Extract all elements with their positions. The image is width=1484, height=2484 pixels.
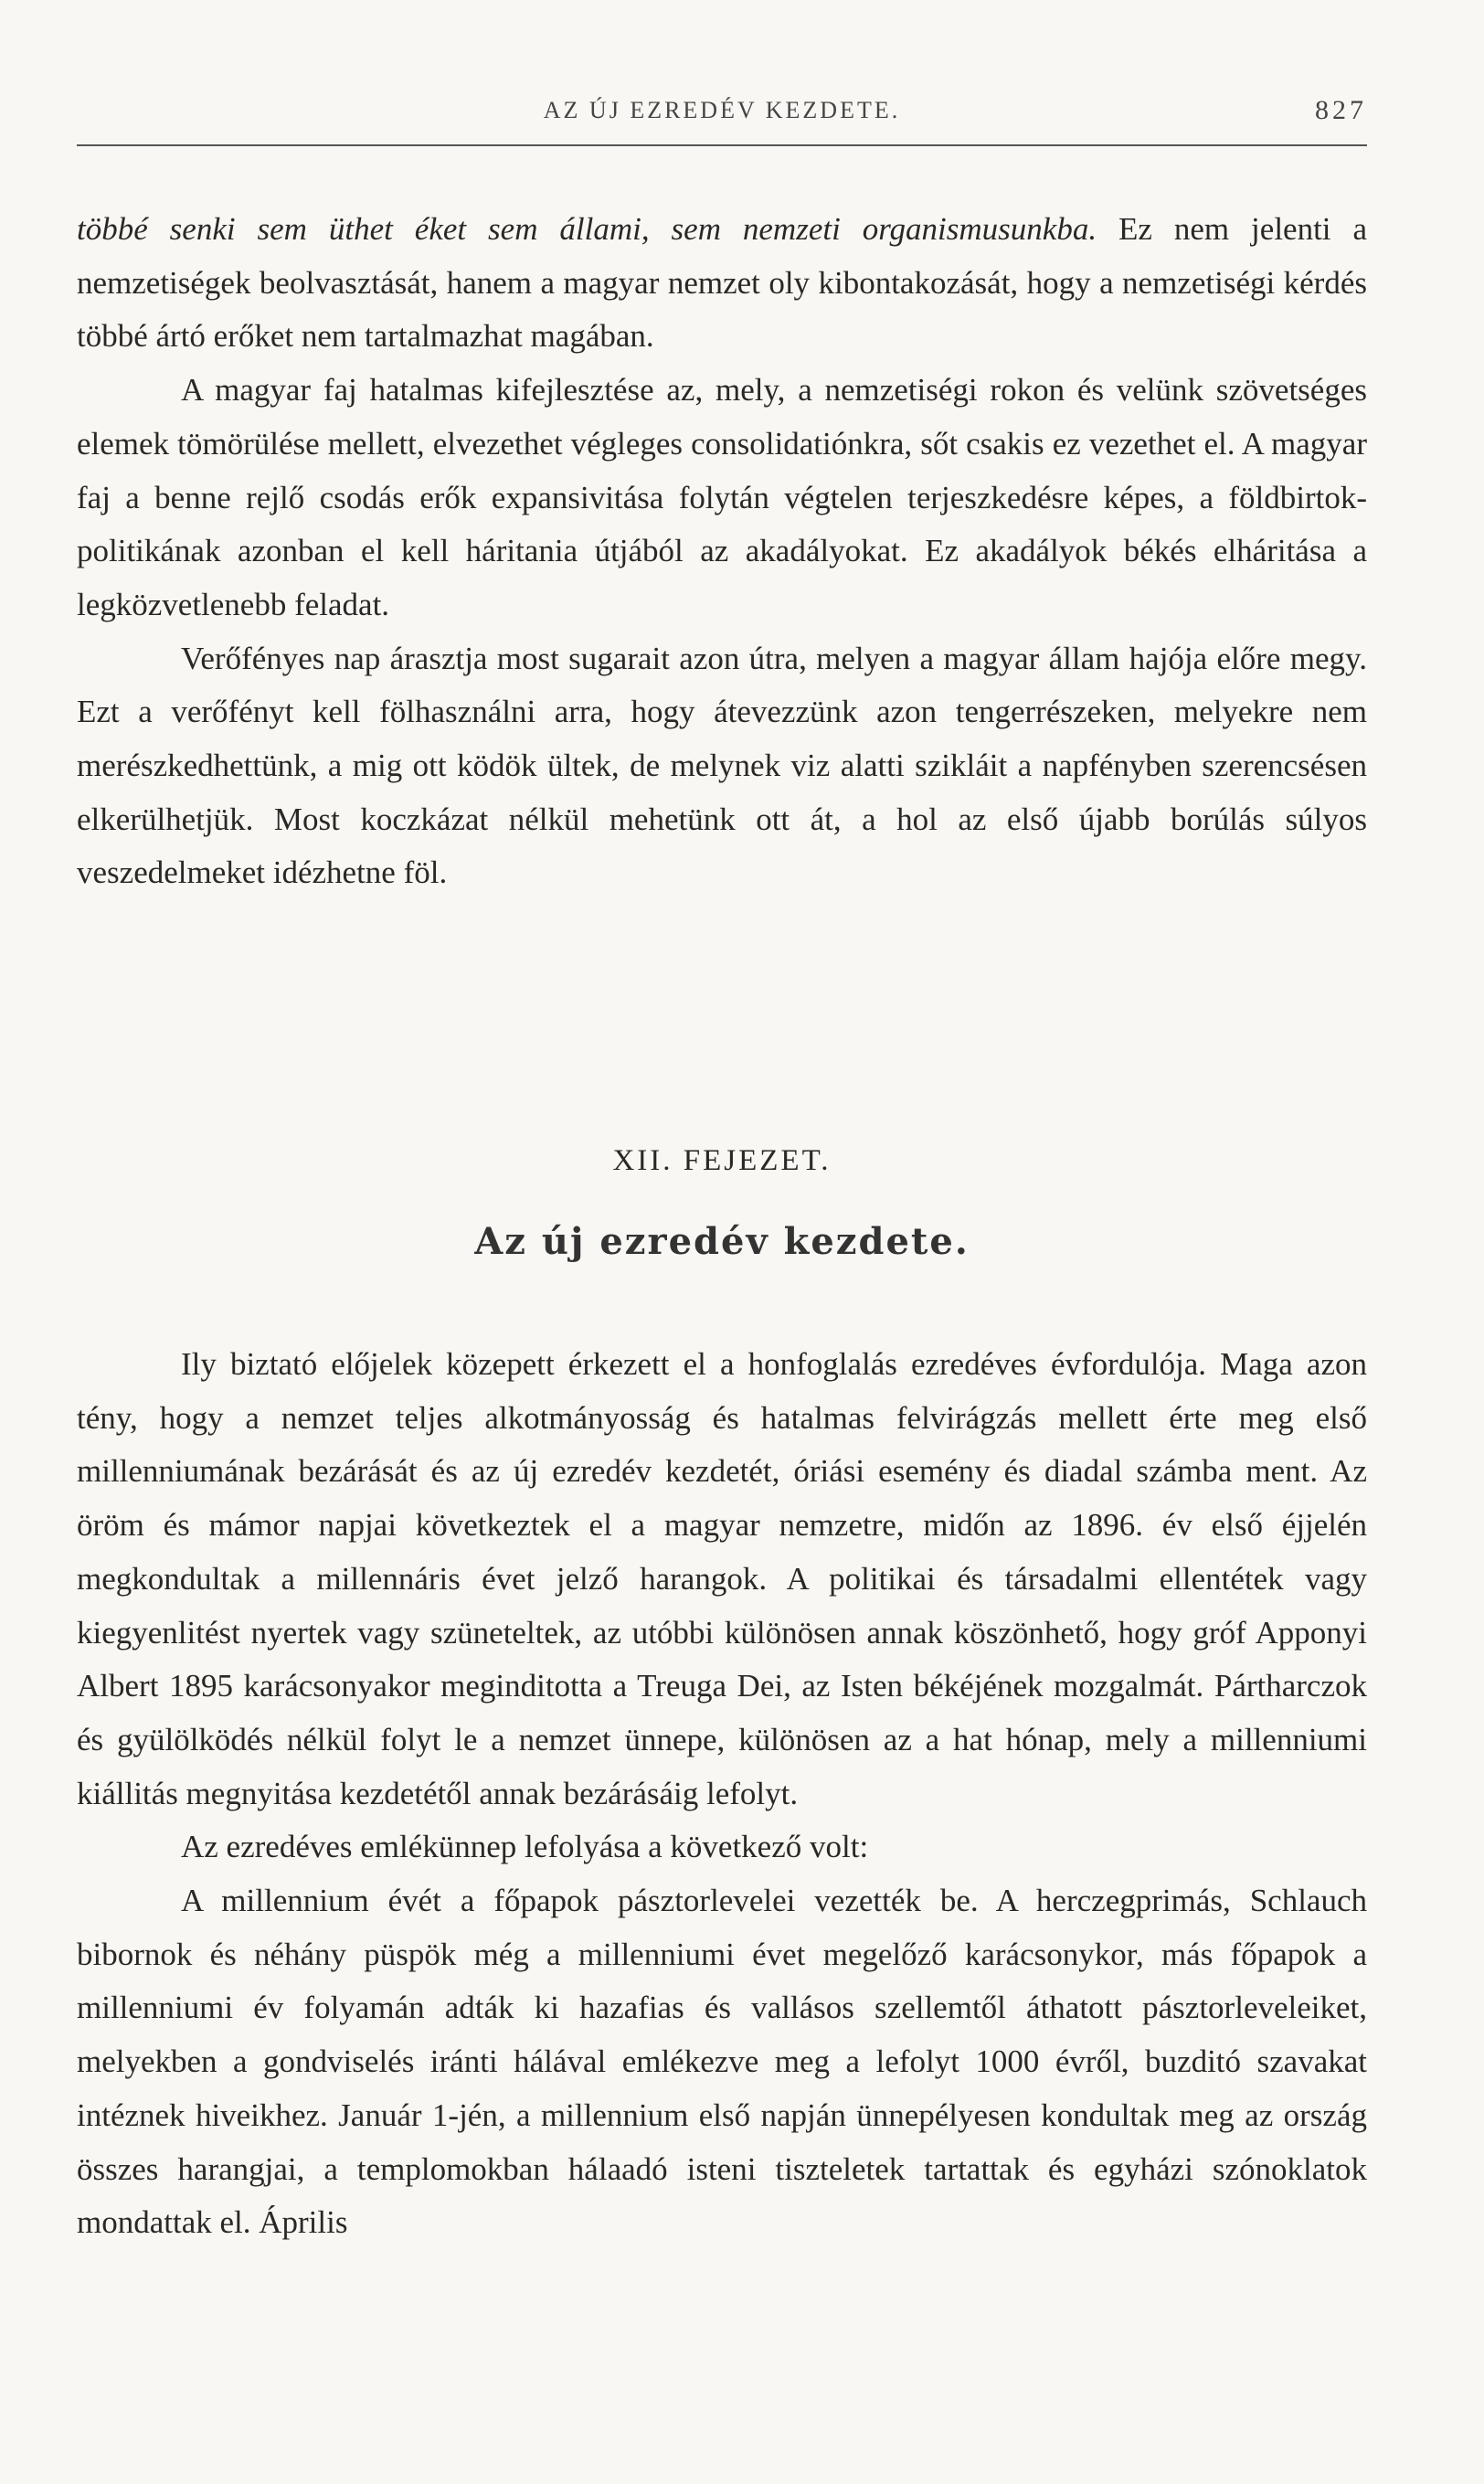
page-number: 827 bbox=[1315, 95, 1367, 125]
paragraph: Verőfényes nap árasztja most sugarait azon útra, melyen a magyar állam hajója előre megy. Ezt a verőfényt kell fölhasználni arra, hogy átevezzünk azon tengerrészeken, melyekre nem merészkedhettünk, a mig ott ködök ültek, de melynek viz alatti szikláit a napfényben szerencsésen elkerülhetjük. Most koczkázat nélkül mehetünk ott át, a hol az első újabb borúlás súlyos veszedelmeket idézhetne föl. bbox=[77, 640, 1367, 891]
italic-lead: többé senki sem üthet éket sem állami, sem nemzeti organismusunkba. bbox=[77, 211, 1097, 247]
chapter-number: XII. FEJEZET. bbox=[612, 1144, 832, 1177]
paragraph bbox=[77, 203, 1367, 364]
running-title: AZ ÚJ EZREDÉV KEZDETE. bbox=[543, 97, 901, 123]
running-header bbox=[77, 97, 1367, 139]
text-block-bottom bbox=[77, 1338, 1367, 2250]
paragraph-text: Ez nem jelenti a nemzetiségek beolvasztását, hanem a magyar nemzet oly kibontakozását, hogy a nemzetiségi kérdés többé ártó erőket nem tartalmazhat magában. bbox=[77, 211, 1367, 355]
paragraph: A magyar faj hatalmas kifejlesztése az, mely, a nemzetiségi rokon és velünk szövetséges elemek tömörülése mellett, elvezethet végleges consolidatiónkra, sőt csakis ez vezethet el. A magyar faj a benne rejlő csodás erők expansivitása folytán végtelen terjeszkedésre képes, a földbirtok-politikának azonban el kell háritania útjából az akadályokat. Ez akadályok békés elháritása a legközvetlenebb feladat. bbox=[77, 372, 1367, 622]
text-block-top bbox=[77, 203, 1367, 900]
paragraph: Ily biztató előjelek közepett érkezett el a honfoglalás ezredéves évfordulója. Maga azon tény, hogy a nemzet teljes alkotmányosság és hatalmas felvirágzás mellett érte meg első millenniumának bezárását és az új ezredév kezdetét, óriási esemény és diadal számba ment. Az öröm és mámor napjai következtek el a magyar nemzetre, midőn az 1896. év első éjjelén megkondultak a millennáris évet jelző harangok. A politikai és társadalmi ellentétek vagy kiegyenlitést nyertek vagy szüneteltek, az utóbbi különösen annak köszönhető, hogy gróf Apponyi Albert 1895 karácsonyakor meginditotta a Treuga Dei, az Isten békéjének mozgalmát. Pártharczok és gyülölködés nélkül folyt le a nemzet ünnepe, különösen az a hat hónap, mely a millenniumi kiállitás megnyitása kezdetétől annak bezárásáig lefolyt. bbox=[77, 1346, 1367, 1811]
paragraph: A millennium évét a főpapok pásztorlevelei vezették be. A herczegprimás, Schlauch bibornok és néhány püspök még a millenniumi évet megelőző karácsonykor, más főpapok a millenniumi év folyamán adták ki hazafias és vallásos szellemtől áthatott pásztorleveleiket, melyekben a gondviselés iránti hálával emlékezve meg a lefolyt 1000 évről, buzditó szavakat intéznek hiveikhez. Január 1-jén, a millennium első napján ünnepélyesen kondultak meg az ország összes harangjai, a templomokban hálaadó isteni tiszteletek tartattak és egyházi szónoklatok mondattak el. Április bbox=[77, 1883, 1367, 2241]
header-rule bbox=[77, 144, 1367, 146]
paragraph: Az ezredéves emlékünnep lefolyása a következő volt: bbox=[181, 1829, 869, 1865]
chapter-title: Az új ezredév kezdete. bbox=[474, 1220, 970, 1263]
